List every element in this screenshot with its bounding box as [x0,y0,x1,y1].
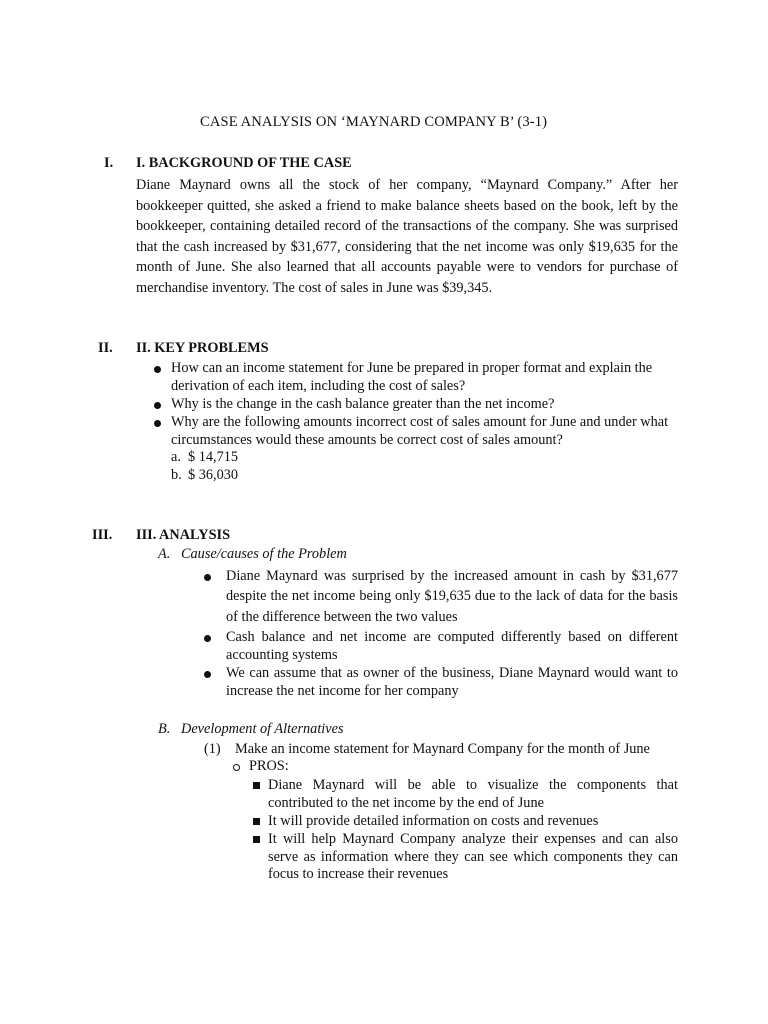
bullet-icon [204,574,211,581]
key-problem-item: Why is the change in the cash balance greater than the net income? [171,396,555,412]
cause-item: Diane Maynard was surprised by the increased amount in cash by $31,677 despite the net income being only $19,635 due to the lack of data for the basis of the difference between the two values [226,568,678,625]
subsection-heading-alternatives: Development of Alternatives [181,721,344,737]
subsection-marker: A. [158,546,171,562]
section-heading-analysis: III. ANALYSIS [136,527,231,543]
sub-item-value: $ 14,715 [188,449,239,465]
sub-item-value: $ 36,030 [188,467,239,483]
bullet-icon [154,420,161,427]
alternative-marker: (1) [204,741,221,757]
circle-bullet-icon [233,764,240,771]
alternative-text: Make an income statement for Maynard Company for the month of June [235,741,650,757]
subsection-marker: B. [158,721,171,737]
sub-item-marker: b. [171,467,182,483]
section-heading-background: I. BACKGROUND OF THE CASE [136,155,352,171]
bullet-icon [154,366,161,373]
pros-item: It will provide detailed information on costs and revenues [268,813,599,829]
subsection-heading-cause: Cause/causes of the Problem [181,546,347,562]
background-paragraph: Diane Maynard owns all the stock of her company, “Maynard Company.” After her bookkeeper quitted, she asked a friend to make balance sheets based on the book, left by the bookkeeper, containing detailed record of the transactions of the company. She was surprised that the cash increased by $31,677, considering that the net income was only $19,635 for the month of June. She also learned that all accounts payable were to vendors for purchase of merchandise inventory. The cost of sales in June was $39,345. [136,177,678,296]
section-numeral: I. [104,155,114,171]
bullet-icon [204,635,211,642]
sub-item-marker: a. [171,449,181,465]
pros-item: It will help Maynard Company analyze their expenses and can also serve as information where they can see which components they can focus to increase their revenues [268,831,678,883]
square-bullet-icon [253,818,260,825]
section-heading-key-problems: II. KEY PROBLEMS [136,340,269,356]
section-numeral: III. [92,527,113,543]
cause-item: We can assume that as owner of the business, Diane Maynard would want to increase the net income for her company [226,665,678,699]
square-bullet-icon [253,836,260,843]
cause-item: Cash balance and net income are computed differently based on different accounting systems [226,629,678,663]
document-title: CASE ANALYSIS ON ‘MAYNARD COMPANY B’ (3-1) [200,114,548,130]
section-numeral: II. [98,340,113,356]
bullet-icon [204,671,211,678]
pros-label: PROS: [249,758,289,774]
pros-item: Diane Maynard will be able to visualize the components that contributed to the net income by the end of June [268,777,678,811]
bullet-icon [154,402,161,409]
key-problem-item: How can an income statement for June be prepared in proper format and explain the derivation of each item, including the cost of sales? [171,360,653,394]
square-bullet-icon [253,782,260,789]
key-problem-item: Why are the following amounts incorrect cost of sales amount for June and under what circumstances would these amounts be correct cost of sales amount? [171,414,669,448]
